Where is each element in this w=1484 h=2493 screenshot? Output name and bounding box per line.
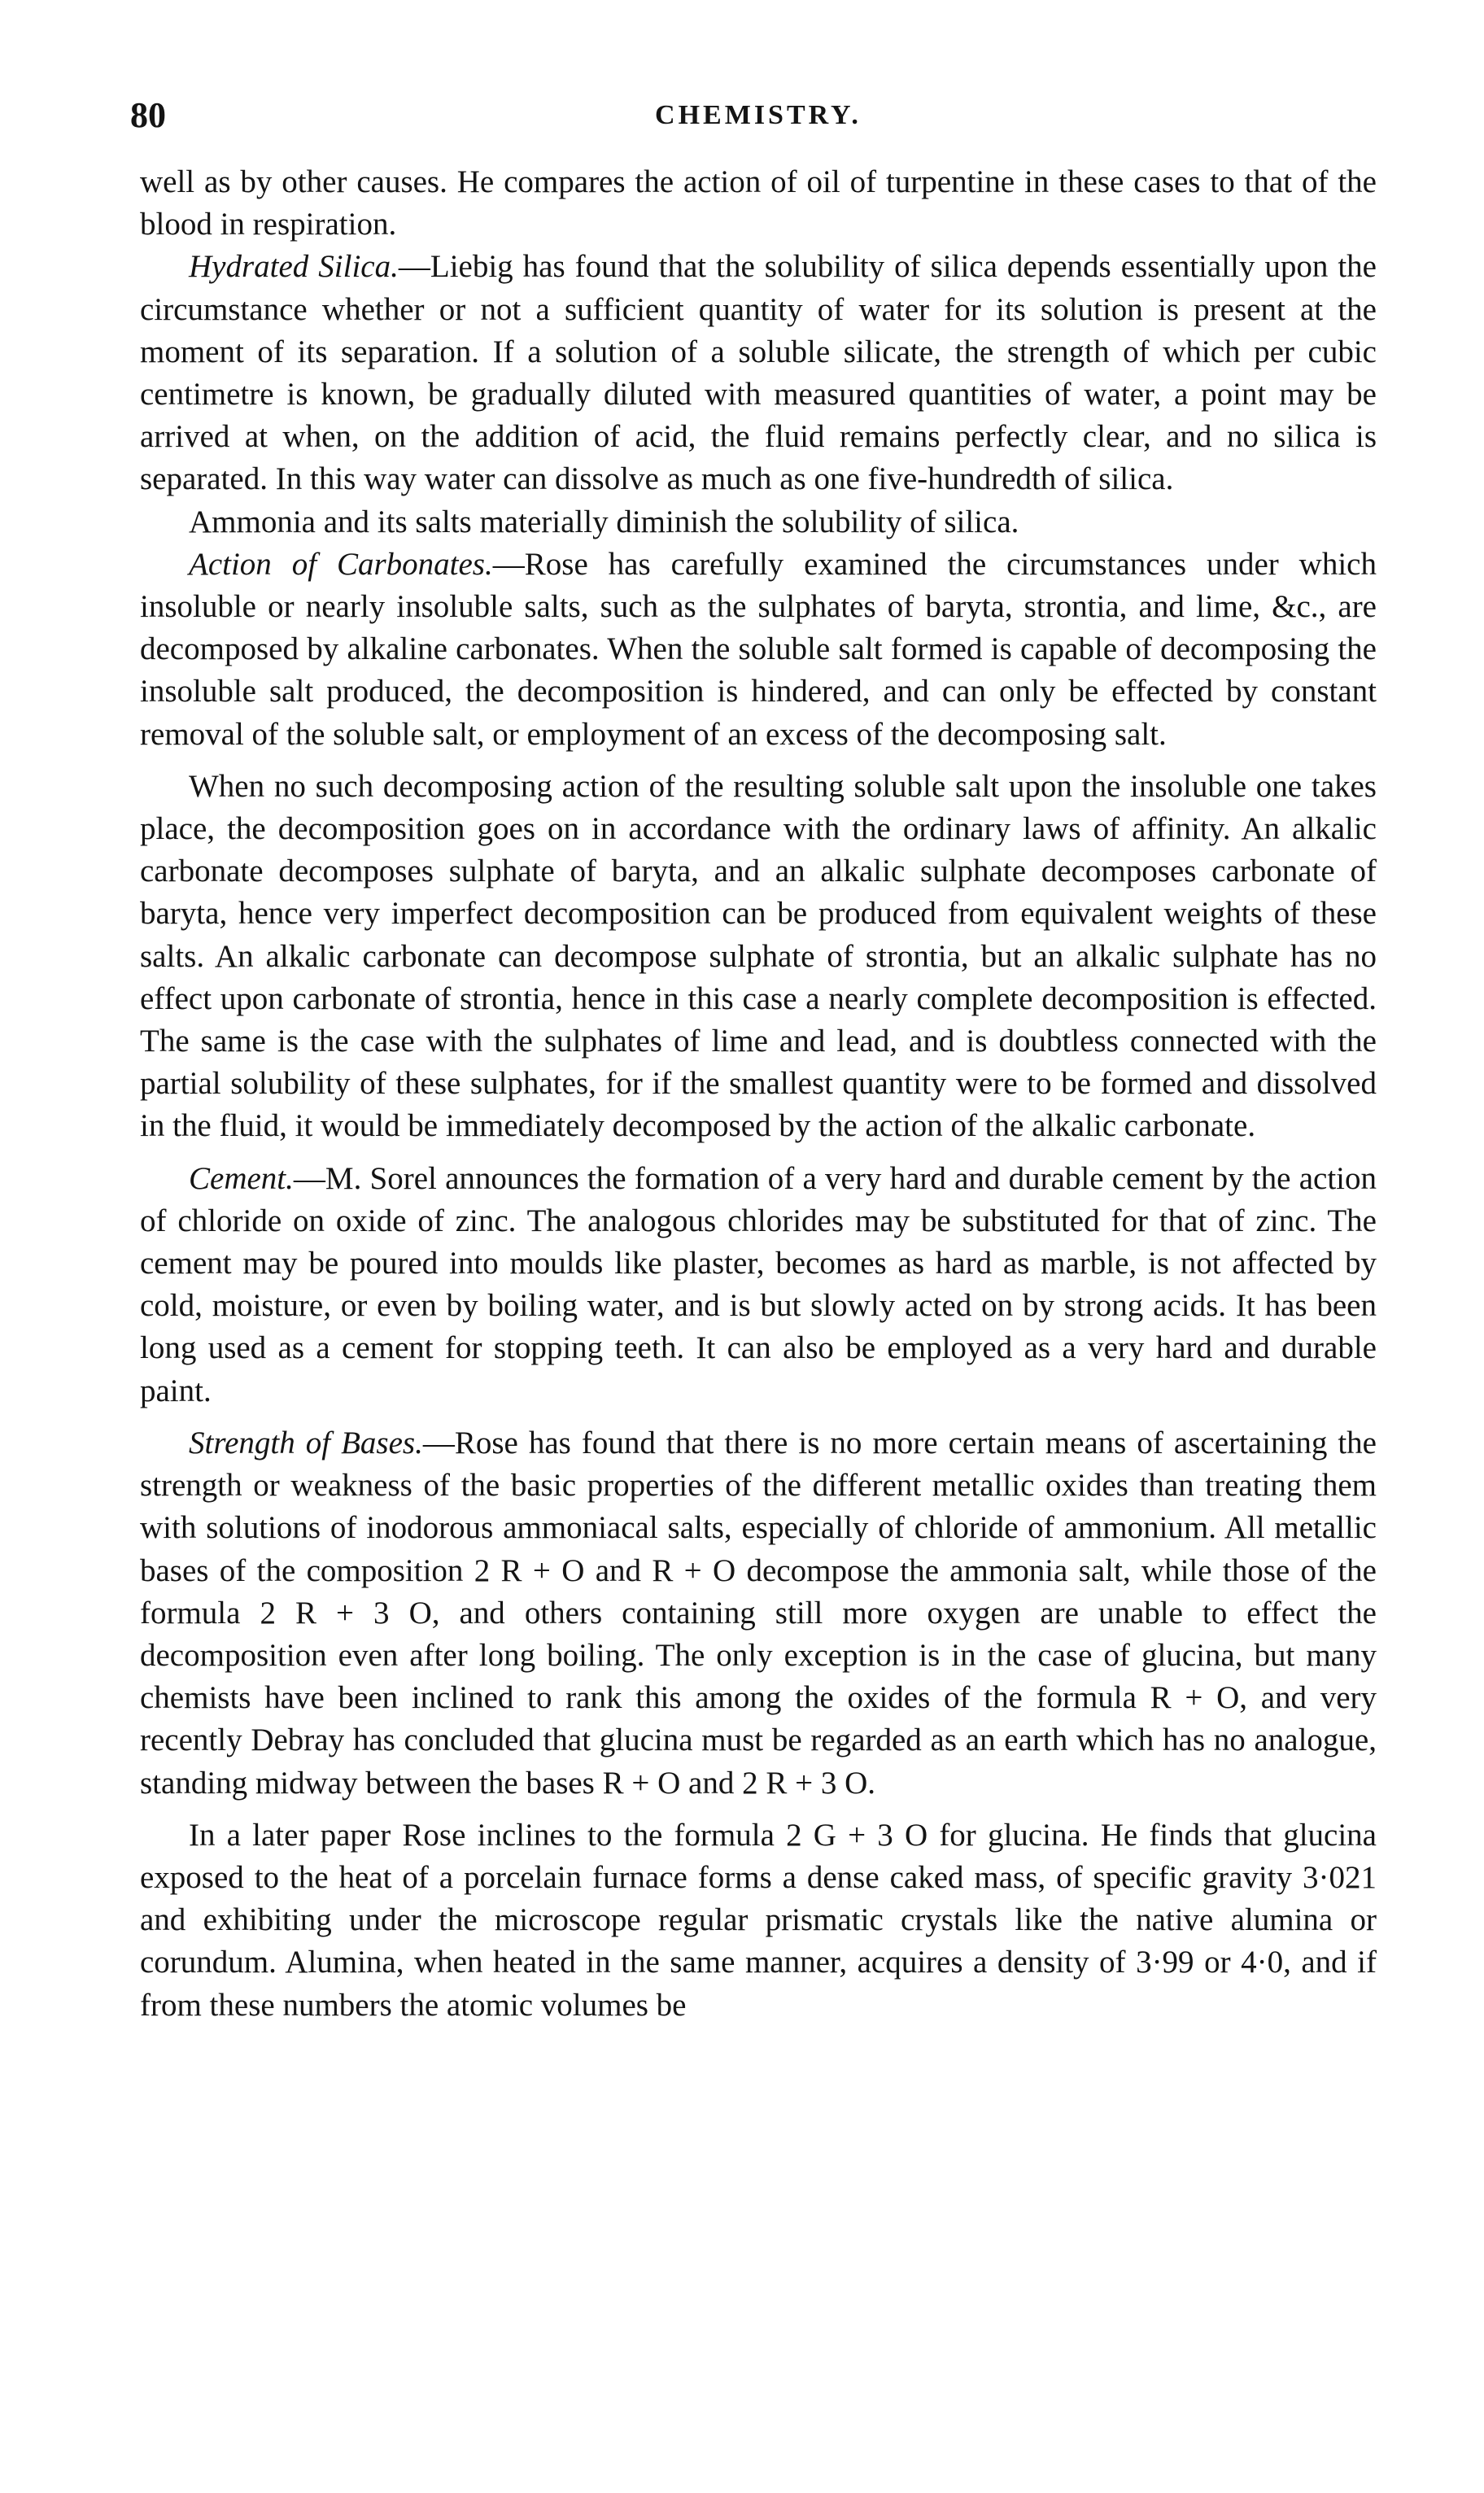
paragraph-text: Ammonia and its salts materially diminish the solubility of silica. [189,504,1019,539]
body-text [140,161,1377,2027]
paragraph-lead: Hydrated Silica. [189,249,399,285]
paragraph-text: When no such decomposing action of the resulting soluble salt upon the insoluble one takes place, the decomposition goes on in accordance with the ordinary laws of affinity. An alkalic carbonate decomposes sulphate of baryta, and an alkalic sulphate decomposes carbonate of baryta, hence very imperfect decomposition can be produced from equivalent weights of these salts. An alkalic carbonate can decompose sulphate of strontia, but an alkalic sulphate has no effect upon carbonate of strontia, hence in this case a nearly complete decomposition is effected. The same is the case with the sulphates of lime and lead, and is doubtless connected with the partial solubility of these sulphates, for if the smallest quantity were to be formed and dissolved in the fluid, it would be immediately decomposed by the action of the alkalic carbonate. [140,768,1377,1144]
page-number: 80 [130,95,166,135]
paragraph-lead: Action of Carbonates. [189,546,493,582]
paragraph-text: —Rose has carefully examined the circumstances under which insoluble or nearly insoluble salts, such as the sulphates of baryta, strontia, and lime, &c., are decomposed by alkaline carbonates. When the soluble salt formed is capable of decomposing the insoluble salt produced, the decomposition is hindered, and can only be effected by constant removal of the soluble salt, or employment of an excess of the decomposing salt. [140,546,1377,752]
paragraph-cement [140,1158,1377,1412]
paragraph-text: —Liebig has found that the solubility of silica depends essentially upon the circumstance whether or not a sufficient quantity of water for its solution is present at the moment of its separation. If a solution of a soluble silicate, the strength of which per cubic centimetre is known, be gradually diluted with measured quantities of water, a point may be arrived at when, on the addition of acid, the fluid remains perfectly clear, and no silica is separated. In this way water can dissolve as much as one five-hundredth of silica. [140,249,1377,497]
paragraph-text: In a later paper Rose inclines to the formula 2 G + 3 O for glucina. He finds that glucina exposed to the heat of a porcelain furnace forms a dense caked mass, of specific gravity 3·021 and exhibiting under the microscope regular prismatic crystals like the native alumina or corundum. Alumina, when heated in the same manner, acquires a density of 3·99 or 4·0, and if from these numbers the atomic volumes be [140,1817,1377,2023]
paragraph-lead: Strength of Bases. [189,1425,423,1460]
paragraph-action-of-carbonates [140,544,1377,756]
paragraph-text: —M. Sorel announces the formation of a very hard and durable cement by the action of chloride on oxide of zinc. The analogous chlorides may be substituted for that of zinc. The cement may be poured into moulds like plaster, becomes as hard as marble, is not affected by cold, moisture, or even by boiling water, and is but slowly acted on by strong acids. It has been long used as a cement for stopping teeth. It can also be employed as a very hard and durable paint. [140,1160,1377,1408]
running-head: CHEMISTRY. [655,100,862,130]
paragraph-continuation [140,161,1377,246]
paragraph-lead: Cement. [189,1160,294,1196]
paragraph-ammonia [140,501,1377,544]
paragraph-strength-of-bases [140,1422,1377,1805]
page-header [130,91,1386,140]
paragraph-text: —Rose has found that there is no more certain means of ascertaining the strength or weakness of the basic properties of the different metallic oxides than treating them with solutions of inodorous ammoniacal salts, especially of chloride of ammonium. All metallic bases of the composition 2 R + O and R + O decompose the ammonia salt, while those of the formula 2 R + 3 O, and others containing still more oxygen are unable to effect the decomposition even after long boiling. The only exception is in the case of glucina, but many chemists have been inclined to rank this among the oxides of the formula R + O, and very recently Debray has concluded that glucina must be regarded as an earth which has no analogue, standing midway between the bases R + O and 2 R + 3 O. [140,1425,1377,1801]
paragraph-hydrated-silica [140,246,1377,500]
paragraph-glucina [140,1814,1377,2027]
paragraph-text: well as by other causes. He compares the action of oil of turpentine in these cases to that of the blood in respiration. [140,164,1377,242]
paragraph-decomposition [140,766,1377,1148]
